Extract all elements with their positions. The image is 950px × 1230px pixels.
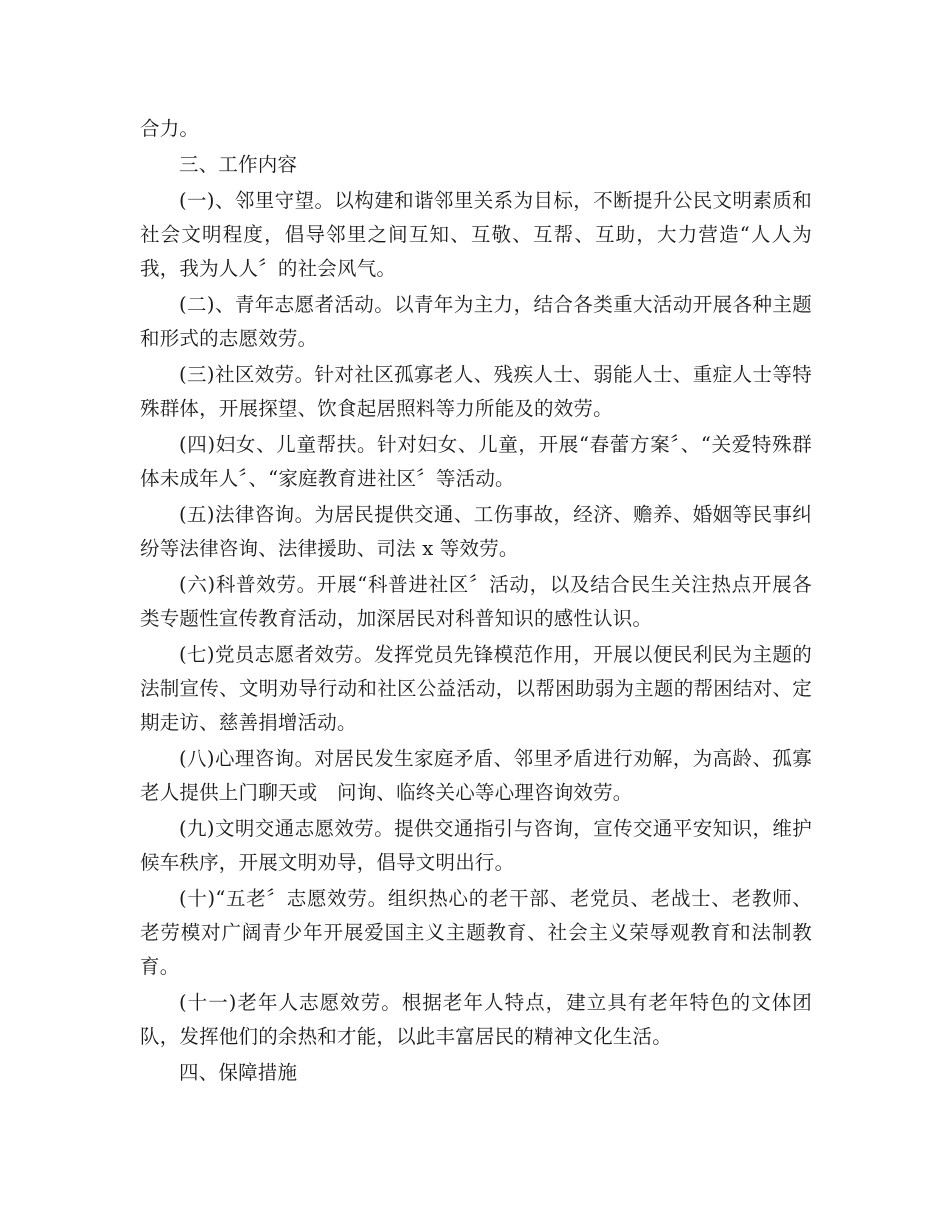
paragraph-item-6: (六)科普效劳。开展“科普进社区〞活动，以及结合民生关注热点开展各类专题性宣传教育活动，加深居民对科普知识的感性认识。 [140,573,812,630]
paragraph-continuation: 合力。 [140,117,200,140]
document-body [140,112,812,1090]
paragraph-item-9: (九)文明交通志愿效劳。提供交通指引与咨询，宣传交通平安知识，维护候车秩序，开展文明劝导，倡导文明出行。 [140,817,812,874]
paragraph-item-7: (七)党员志愿者效劳。发挥党员先锋模范作用，开展以便民利民为主题的法制宣传、文明劝导行动和社区公益活动，以帮困助弱为主题的帮困结对、定期走访、慈善捐增活动。 [140,643,812,734]
paragraph-item-5: (五)法律咨询。为居民提供交通、工伤事故，经济、赡养、婚姻等民事纠纷等法律咨询、法律援助、司法 x 等效劳。 [140,503,812,560]
paragraph-item-10: (十)“五老〞志愿效劳。组织热心的老干部、老党员、老战士、老教师、老劳模对广阔青少年开展爱国主义主题教育、社会主义荣辱观教育和法制教育。 [140,887,812,978]
paragraph-item-2: (二)、青年志愿者活动。以青年为主力，结合各类重大活动开展各种主题和形式的志愿效劳。 [140,293,812,350]
paragraph-item-3: (三)社区效劳。针对社区孤寡老人、残疾人士、弱能人士、重症人士等特殊群体，开展探望、饮食起居照料等力所能及的效劳。 [140,363,812,420]
section-heading-work-content: 三、工作内容 [179,153,298,176]
paragraph-item-11: (十一)老年人志愿效劳。根据老年人特点，建立具有老年特色的文体团队，发挥他们的余热和才能，以此丰富居民的精神文化生活。 [140,991,812,1048]
section-heading-safeguards: 四、保障措施 [179,1061,298,1084]
paragraph-item-1: (一)、邻里守望。以构建和谐邻里关系为目标，不断提升公民文明素质和社会文明程度，倡导邻里之间互知、互敬、互帮、互助，大力营造“人人为我，我为人人〞的社会风气。 [140,189,812,280]
paragraph-item-4: (四)妇女、儿童帮扶。针对妇女、儿童，开展“春蕾方案〞、“关爱特殊群体未成年人〞、“家庭教育进社区〞等活动。 [140,433,812,490]
paragraph-item-8: (八)心理咨询。对居民发生家庭矛盾、邻里矛盾进行劝解，为高龄、孤寡老人提供上门聊天或 问询、临终关心等心理咨询效劳。 [140,747,812,804]
